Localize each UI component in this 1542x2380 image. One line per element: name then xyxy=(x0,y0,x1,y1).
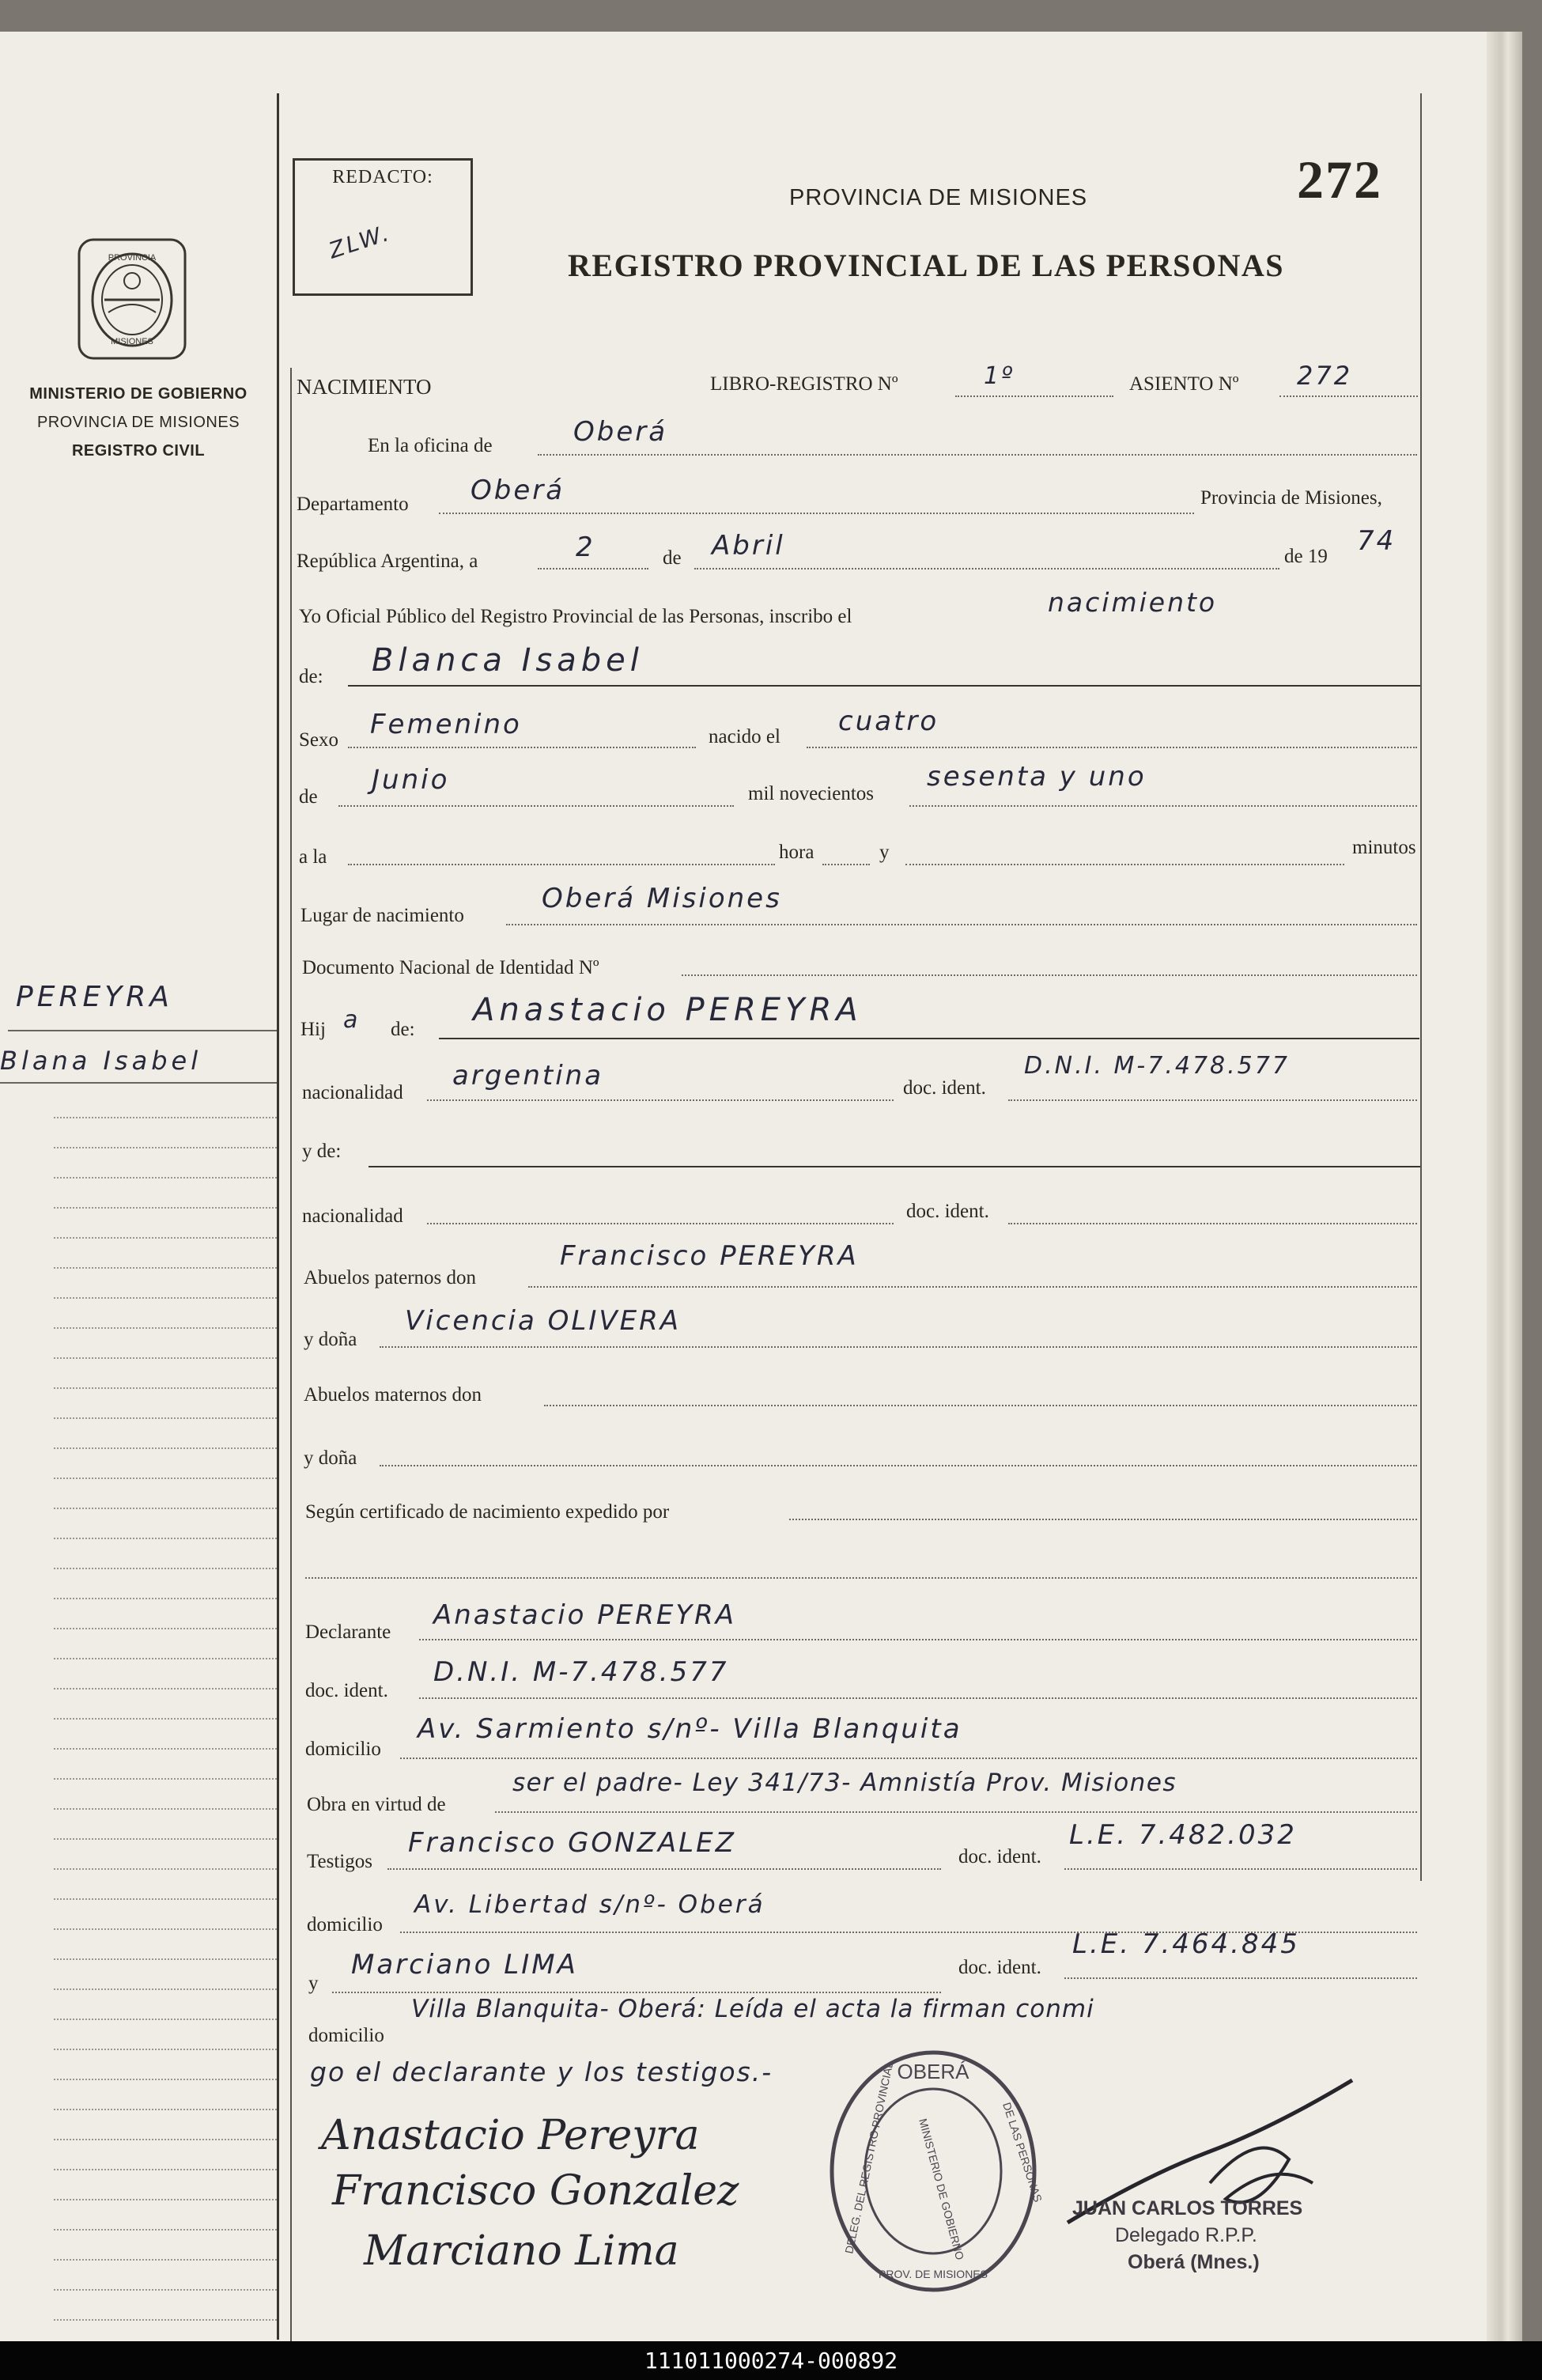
book-line xyxy=(955,395,1113,397)
child-suffix: a xyxy=(343,1006,361,1034)
witness1-doc-label: doc. ident. xyxy=(958,1846,1041,1867)
margin-rule xyxy=(54,2019,277,2020)
father-nationality-value: argentina xyxy=(452,1060,604,1092)
witness1-domicile-value: Av. Libertad s/nº- Oberá xyxy=(414,1890,765,1919)
of-label: de: xyxy=(299,666,323,687)
margin-rule xyxy=(54,2319,277,2321)
witness2-line xyxy=(332,1992,941,1993)
year-prefix-label: de 19 xyxy=(1284,546,1328,567)
ministry-block xyxy=(8,380,269,465)
day-value: 2 xyxy=(576,532,595,563)
father-value: Anastacio PEREYRA xyxy=(473,992,863,1028)
official-stamp-icon xyxy=(814,2041,1052,2302)
month-value: Abril xyxy=(712,530,785,562)
pat-dona-label: y doña xyxy=(304,1329,357,1350)
month-de-label: de xyxy=(663,547,682,569)
mat-dona-label: y doña xyxy=(304,1447,357,1469)
pat-grand-label: Abuelos paternos don xyxy=(304,1267,477,1288)
at-label: a la xyxy=(299,846,327,868)
entry-value: 272 xyxy=(1297,361,1353,391)
margin-rule xyxy=(54,1958,277,1960)
by-virtue-value: ser el padre- Ley 341/73- Amnistía Prov. Misiones xyxy=(512,1769,1177,1797)
page-number: 272 xyxy=(1297,149,1382,210)
father-nationality-line xyxy=(427,1099,894,1101)
stamp-ring-bottom: PROV. DE MISIONES xyxy=(879,2268,988,2280)
father-doc-value: D.N.I. M-7.478.577 xyxy=(1024,1052,1290,1080)
entry-label: ASIENTO Nº xyxy=(1129,373,1239,395)
stamp-ring-inner: MINISTERIO DE GOBIERNO xyxy=(917,2117,967,2261)
hour-line-b xyxy=(822,864,870,865)
mother-doc-line xyxy=(1008,1223,1417,1224)
born-label: nacido el xyxy=(709,726,780,747)
born-month-value: Junio xyxy=(372,764,450,796)
father-doc-label: doc. ident. xyxy=(903,1077,986,1099)
margin-rule xyxy=(54,1417,277,1419)
mat-grandfather-line xyxy=(544,1405,1417,1406)
witness2-domicile-value: Villa Blanquita- Oberá: Leída el acta la firman conmi xyxy=(411,1995,1094,2023)
margin-rule xyxy=(54,1778,277,1780)
pat-grandmother-line xyxy=(380,1346,1417,1348)
by-virtue-line xyxy=(495,1811,1417,1813)
father-doc-line xyxy=(1008,1099,1417,1101)
declarant-doc-value: D.N.I. M-7.478.577 xyxy=(433,1656,729,1688)
margin-rule xyxy=(54,1898,277,1900)
sex-value: Femenino xyxy=(370,709,522,740)
province-heading: PROVINCIA DE MISIONES xyxy=(789,185,1088,210)
child-label-a: Hij xyxy=(300,1019,326,1040)
left-rule xyxy=(277,93,279,2340)
margin-rule xyxy=(54,1718,277,1720)
office-label: En la oficina de xyxy=(368,435,493,456)
book-label: LIBRO-REGISTRO Nº xyxy=(710,373,898,395)
margin-rule xyxy=(54,1267,277,1269)
witness2-doc-label: doc. ident. xyxy=(958,1957,1041,1978)
and-of-label: y de: xyxy=(302,1141,342,1162)
margin-rule xyxy=(54,1447,277,1449)
born-month-de-label: de xyxy=(299,786,318,808)
margin-rule xyxy=(54,1688,277,1689)
margin-rule xyxy=(54,1147,277,1148)
official-title: Delegado R.P.P. xyxy=(1115,2224,1257,2246)
official-place: Oberá (Mnes.) xyxy=(1128,2251,1260,2273)
footer-code: 111011000274-000892 xyxy=(644,2348,898,2374)
margin-rule xyxy=(54,1568,277,1569)
hour-label: hora xyxy=(779,842,814,863)
sex-label: Sexo xyxy=(299,729,338,751)
born-month-line xyxy=(338,805,734,807)
minutes-label: minutos xyxy=(1352,837,1416,858)
margin-rule xyxy=(54,1988,277,1990)
birthplace-line xyxy=(506,924,1417,925)
certificate-line-b xyxy=(305,1577,1417,1579)
witness2-doc-value: L.E. 7.464.845 xyxy=(1072,1928,1300,1960)
department-line xyxy=(439,513,1194,514)
margin-rule xyxy=(54,1117,277,1118)
margin-line xyxy=(8,1030,277,1031)
margin-rule xyxy=(54,1748,277,1750)
margin-rule xyxy=(54,2169,277,2170)
margin-rule xyxy=(54,1598,277,1599)
registry-heading: REGISTRO PROVINCIAL DE LAS PERSONAS xyxy=(568,248,1285,283)
declarant-doc-label: doc. ident. xyxy=(305,1680,388,1701)
born-line xyxy=(807,747,1417,748)
child-name-value: Blanca Isabel xyxy=(372,642,644,679)
ministry-line1: MINISTERIO DE GOBIERNO xyxy=(29,385,248,403)
seal-top-text: PROVINCIA xyxy=(108,253,157,263)
margin-rule xyxy=(54,1658,277,1659)
margin-rule xyxy=(54,1237,277,1239)
entry-line xyxy=(1279,395,1418,397)
margin-rule xyxy=(54,2109,277,2110)
witness1-value: Francisco GONZALEZ xyxy=(408,1827,736,1859)
office-value: Oberá xyxy=(573,416,668,448)
office-line xyxy=(538,454,1417,456)
margin-rule xyxy=(54,1387,277,1389)
mat-grandmother-line xyxy=(380,1465,1417,1466)
margin-rule xyxy=(54,2139,277,2140)
margin-rule xyxy=(54,1538,277,1539)
margin-given-name: Blana Isabel xyxy=(0,1046,202,1076)
redacto-label: REDACTO: xyxy=(332,167,433,187)
margin-rule xyxy=(54,1357,277,1359)
month-line xyxy=(694,568,1279,569)
margin-rule xyxy=(54,1297,277,1299)
book-value: 1º xyxy=(984,362,1015,390)
seal-bottom-text: MISIONES xyxy=(111,337,153,346)
margin-rule xyxy=(54,1207,277,1209)
margin-rule xyxy=(54,1508,277,1509)
department-label: Departamento xyxy=(297,494,409,515)
page-edge xyxy=(1487,32,1522,2345)
official-name: JUAN CARLOS TORRES xyxy=(1072,2197,1303,2219)
year-value: 74 xyxy=(1357,525,1396,557)
ministry-seal-icon xyxy=(73,233,191,364)
footer-bar xyxy=(0,2341,1542,2380)
pat-grandfather-line xyxy=(528,1286,1417,1288)
margin-rule xyxy=(54,1177,277,1179)
dni-label: Documento Nacional de Identidad Nº xyxy=(302,957,599,978)
father-nationality-label: nacionalidad xyxy=(302,1082,403,1103)
margin-rule xyxy=(54,2229,277,2231)
pat-grandfather-value: Francisco PEREYRA xyxy=(560,1240,859,1272)
margin-rule xyxy=(54,1928,277,1930)
closing-text: go el declarante y los testigos.- xyxy=(310,2056,773,2087)
form-border xyxy=(290,368,292,2345)
mother-nationality-label: nacionalidad xyxy=(302,1205,403,1227)
margin-rule xyxy=(54,2289,277,2291)
margin-rule xyxy=(54,1478,277,1479)
signature-witness1: Francisco Gonzalez xyxy=(332,2167,739,2215)
witness1-domicile-label: domicilio xyxy=(307,1914,383,1935)
witness1-doc-line xyxy=(1064,1868,1417,1870)
stamp-ring-top: OBERÁ xyxy=(897,2060,969,2083)
margin-rule xyxy=(54,1628,277,1629)
margin-rule xyxy=(54,1838,277,1840)
witnesses-label: Testigos xyxy=(307,1851,372,1872)
declarant-domicile-label: domicilio xyxy=(305,1739,381,1760)
right-rule xyxy=(1420,93,1422,1881)
margin-rule xyxy=(54,1868,277,1870)
stamp-ring-right: DE LAS PERSONAS xyxy=(1000,2100,1045,2204)
y-label: y xyxy=(308,1973,319,1994)
republic-label: República Argentina, a xyxy=(297,551,478,572)
day-line xyxy=(538,568,648,569)
dni-line xyxy=(682,974,1417,976)
name-line xyxy=(348,685,1420,687)
born-year-value: sesenta y uno xyxy=(927,761,1147,793)
by-virtue-label: Obra en virtud de xyxy=(307,1794,446,1815)
sex-line xyxy=(348,747,696,748)
born-year-line xyxy=(909,805,1417,807)
margin-rule xyxy=(54,2199,277,2200)
witness2-doc-line xyxy=(1064,1977,1417,1979)
margin-rule xyxy=(54,1327,277,1329)
witness1-line xyxy=(387,1868,941,1870)
redacto-box xyxy=(293,158,473,296)
pat-grandmother-value: Vicencia OLIVERA xyxy=(405,1305,682,1337)
margin-line xyxy=(0,1082,277,1084)
mother-doc-label: doc. ident. xyxy=(906,1201,989,1222)
department-value: Oberá xyxy=(471,475,565,506)
margin-rule xyxy=(54,2259,277,2261)
father-line xyxy=(439,1038,1419,1039)
margin-rule xyxy=(54,2079,277,2080)
certificate-label: Según certificado de nacimiento expedido por xyxy=(305,1501,670,1523)
hour-line-a xyxy=(348,864,775,865)
declarant-line xyxy=(419,1639,1417,1640)
mother-nationality-line xyxy=(427,1223,894,1224)
signature-declarant: Anastacio Pereyra xyxy=(321,2112,700,2159)
margin-surname: PEREYRA xyxy=(16,981,173,1013)
redacto-initials: ZLW. xyxy=(325,219,395,264)
certificate-line-a xyxy=(789,1519,1417,1520)
declarant-label: Declarante xyxy=(305,1621,391,1643)
record-type-label: NACIMIENTO xyxy=(297,375,432,399)
and-label: y xyxy=(879,842,890,863)
witness2-domicile-label: domicilio xyxy=(308,2025,384,2046)
mil-label: mil novecientos xyxy=(748,783,874,804)
signature-witness2: Marciano Lima xyxy=(364,2227,679,2275)
declarant-doc-line xyxy=(419,1697,1417,1699)
child-label-b: de: xyxy=(391,1019,415,1040)
official-label: Yo Oficial Público del Registro Provincial de las Personas, inscribo el xyxy=(299,606,852,627)
ministry-line2: PROVINCIA DE MISIONES xyxy=(36,414,240,431)
birthplace-label: Lugar de nacimiento xyxy=(300,905,464,926)
mat-grand-label: Abuelos maternos don xyxy=(304,1384,482,1406)
stamp-ring-left: DELEG. DEL REGISTRO PROVINCIAL xyxy=(842,2060,896,2255)
margin-rule xyxy=(54,2049,277,2050)
minutes-line xyxy=(905,864,1344,865)
declarant-value: Anastacio PEREYRA xyxy=(433,1599,737,1631)
declarant-domicile-line xyxy=(400,1758,1417,1759)
official-value: nacimiento xyxy=(1048,587,1218,618)
birthplace-value: Oberá Misiones xyxy=(542,883,782,914)
margin-rule xyxy=(54,1808,277,1810)
ministry-line3: REGISTRO CIVIL xyxy=(71,442,206,460)
born-day-value: cuatro xyxy=(838,706,939,737)
witness1-doc-value: L.E. 7.482.032 xyxy=(1069,1819,1297,1851)
mother-line xyxy=(368,1166,1420,1167)
province-label: Provincia de Misiones, xyxy=(1200,487,1382,509)
declarant-domicile-value: Av. Sarmiento s/nº- Villa Blanquita xyxy=(418,1713,962,1745)
witness2-value: Marciano LIMA xyxy=(351,1949,578,1981)
